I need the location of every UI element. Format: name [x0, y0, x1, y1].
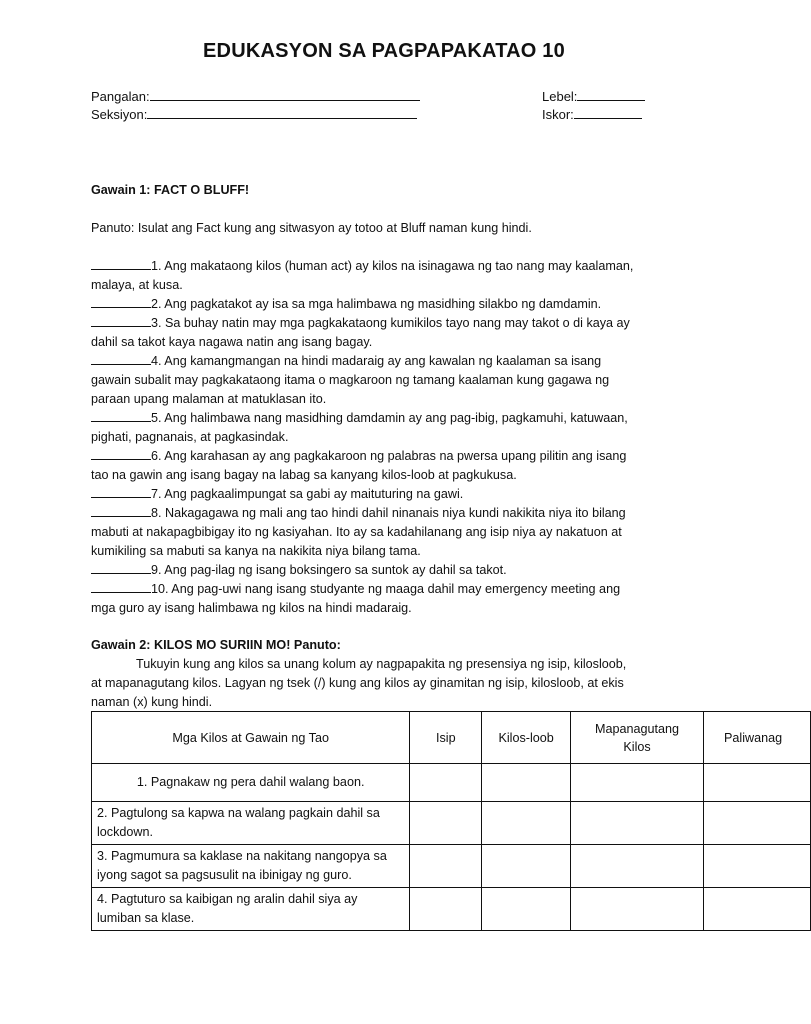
section-field[interactable] [91, 106, 417, 122]
cell-paliwanag[interactable] [704, 845, 811, 888]
answer-blank[interactable] [91, 409, 151, 422]
row-kilos: 1. Pagnakaw ng pera dahil walang baon. [92, 764, 410, 802]
gawain1-heading: Gawain 1: FACT O BLUFF! [91, 183, 250, 197]
cell-kilos-loob[interactable] [482, 764, 571, 802]
cell-paliwanag[interactable] [704, 888, 811, 931]
fact-bluff-item-7: 7. Ang pagkaalimpungat sa gabi ay maituturing na gawi. [91, 485, 633, 504]
document-title: EDUKASYON SA PAGPAPAKATAO 10 [203, 40, 565, 62]
header-paliwanag: Paliwanag [704, 712, 811, 764]
name-field[interactable] [91, 88, 420, 104]
cell-isip[interactable] [410, 888, 482, 931]
cell-paliwanag[interactable] [704, 764, 811, 802]
gawain1-items [91, 257, 633, 618]
cell-isip[interactable] [410, 802, 482, 845]
answer-blank[interactable] [91, 485, 151, 498]
fact-bluff-item-6: 6. Ang karahasan ay ang pagkakaroon ng palabras na pwersa upang pilitin ang isang tao na gawin ang isang bagay na labag sa kanyang kilos-loob at pagkukusa. [91, 449, 627, 482]
table-header-row [92, 712, 811, 764]
name-blank[interactable] [150, 88, 420, 101]
level-label: Lebel: [542, 89, 578, 104]
score-label: Iskor: [542, 107, 574, 122]
header-kilos: Mga Kilos at Gawain ng Tao [92, 712, 410, 764]
fact-bluff-item-5: 5. Ang halimbawa nang masidhing damdamin ay ang pag-ibig, pagkamuhi, katuwaan, pighati, pagnanais, at pagkasindak. [91, 411, 628, 444]
fact-bluff-item-8: 8. Nakagagawa ng mali ang tao hindi dahil ninanais niya kundi nakikita niya ito bilang mabuti at nakapagbibigay ito ng kasiyahan. Ito ay sa kadahilanang ang isip niya ay nakatuon at kumikiling sa mabuti sa kanya na nakikita niya bilang tama. [91, 506, 626, 558]
level-field[interactable] [542, 88, 645, 104]
answer-blank[interactable] [91, 580, 151, 593]
header-mapanagutang-kilos: Mapanagutang Kilos [571, 712, 704, 764]
gawain2-heading: Gawain 2: KILOS MO SURIIN MO! Panuto: [91, 638, 341, 652]
row-kilos: 4. Pagtuturo sa kaibigan ng aralin dahil siya ay lumiban sa klase. [92, 888, 410, 931]
fact-bluff-item-10: 10. Ang pag-uwi nang isang studyante ng maaga dahil may emergency meeting ang mga guro ay isang halimbawa ng kilos na hindi madaraig. [91, 582, 621, 615]
section-label: Seksiyon: [91, 107, 148, 122]
cell-isip[interactable] [410, 845, 482, 888]
cell-isip[interactable] [410, 764, 482, 802]
cell-mapanagutang-kilos[interactable] [571, 888, 704, 931]
answer-blank[interactable] [91, 314, 151, 327]
cell-mapanagutang-kilos[interactable] [571, 764, 704, 802]
answer-blank[interactable] [91, 352, 151, 365]
section-blank[interactable] [147, 106, 417, 119]
table-row [92, 764, 811, 802]
fact-bluff-item-2: 2. Ang pagkatakot ay isa sa mga halimbawa ng masidhing silakbo ng damdamin. [91, 295, 633, 314]
table-row [92, 888, 811, 931]
fact-bluff-item-9: 9. Ang pag-ilag ng isang boksingero sa suntok ay dahil sa takot. [91, 561, 633, 580]
score-field[interactable] [542, 106, 642, 122]
answer-blank[interactable] [91, 447, 151, 460]
row-kilos: 2. Pagtulong sa kapwa na walang pagkain dahil sa lockdown. [92, 802, 410, 845]
cell-kilos-loob[interactable] [482, 845, 571, 888]
answer-blank[interactable] [91, 257, 151, 270]
header-isip: Isip [410, 712, 482, 764]
analysis-table-wrapper [91, 711, 811, 931]
answer-blank[interactable] [91, 295, 151, 308]
table-row [92, 802, 811, 845]
cell-kilos-loob[interactable] [482, 888, 571, 931]
cell-paliwanag[interactable] [704, 802, 811, 845]
fact-bluff-item-1: 1. Ang makataong kilos (human act) ay kilos na isinagawa ng tao nang may kaalaman, malaya, at kusa. [91, 259, 634, 292]
table-row [92, 845, 811, 888]
answer-blank[interactable] [91, 504, 151, 517]
gawain2-instructions: Tukuyin kung ang kilos sa unang kolum ay nagpapakita ng presensiya ng isip, kilosloob, at mapanagutang kilos. Lagyan ng tsek (/) kung ang kilos ay ginamitan ng isip, kilosloob, at ekis naman (x) kung hindi. [91, 657, 627, 709]
cell-kilos-loob[interactable] [482, 802, 571, 845]
name-label: Pangalan: [91, 89, 150, 104]
fact-bluff-item-4: 4. Ang kamangmangan na hindi madaraig ay ang kawalan ng kaalaman sa isang gawain subalit may pagkakataong itama o magkaroon ng tamang kaalaman kung gagawa ng paraan upang malaman at matuklasan ito. [91, 354, 610, 406]
level-blank[interactable] [577, 88, 645, 101]
header-kilos-loob: Kilos-loob [482, 712, 571, 764]
analysis-table [91, 711, 811, 931]
gawain1-instructions: Panuto: Isulat ang Fact kung ang sitwasyon ay totoo at Bluff naman kung hindi. [91, 221, 532, 235]
score-blank[interactable] [574, 106, 642, 119]
row-kilos: 3. Pagmumura sa kaklase na nakitang nangopya sa iyong sagot sa pagsusulit na ibinigay ng guro. [92, 845, 410, 888]
cell-mapanagutang-kilos[interactable] [571, 845, 704, 888]
cell-mapanagutang-kilos[interactable] [571, 802, 704, 845]
fact-bluff-item-3: 3. Sa buhay natin may mga pagkakataong kumikilos tayo nang may takot o di kaya ay dahil sa takot kaya nagawa natin ang isang bagay. [91, 316, 630, 349]
answer-blank[interactable] [91, 561, 151, 574]
